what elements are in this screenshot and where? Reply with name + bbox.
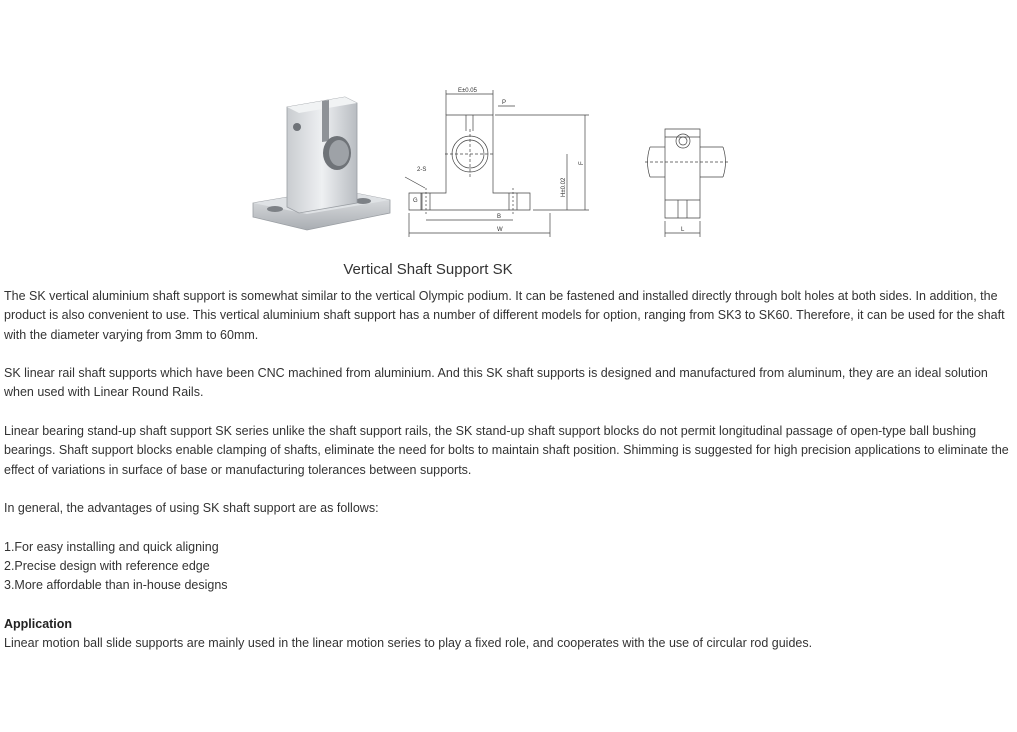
- list-item: 3.More affordable than in-house designs: [4, 578, 228, 593]
- paragraph-stand-up: Linear bearing stand-up shaft support SK series unlike the shaft support rails, the SK stand-up shaft support blocks do not permit longitudinal passage of open-type ball bushing bearings. Shaft support blocks enable clamping of shafts, eliminate the need for bolts to maintain shaft position. Shimming is suggested for high precision applications to eliminate the effect of variations in surface of base or manufacturing tolerances between supports.: [4, 424, 1009, 477]
- shaft-support-photo: [253, 97, 390, 230]
- advantages-list: [4, 538, 1014, 596]
- label-l: L: [681, 227, 685, 233]
- paragraph-advantages-intro: In general, the advantages of using SK shaft support are as follows:: [4, 501, 379, 516]
- paragraph-overview: The SK vertical aluminium shaft support is somewhat similar to the vertical Olympic podium. It can be fastened and installed directly through bolt holes at both sides. In addition, the product is also convenient to use. This vertical aluminium shaft support has a number of different models for option, ranging from SK3 to SK60. Therefore, it can be used for the shaft with the diameter varying from 3mm to 60mm.: [4, 289, 1005, 342]
- label-f: F: [579, 161, 585, 165]
- front-view-labels: [413, 88, 585, 233]
- side-view-drawing: [645, 129, 728, 237]
- label-e: E±0.05: [458, 88, 477, 94]
- product-figure: [245, 85, 735, 245]
- product-illustration: [245, 85, 735, 245]
- application-heading: Application: [4, 617, 73, 632]
- label-g: G: [413, 198, 418, 204]
- list-item: 2.Precise design with reference edge: [4, 559, 210, 574]
- label-p: P: [502, 100, 507, 106]
- description-body: [4, 287, 1014, 654]
- paragraph-cnc: SK linear rail shaft supports which have been CNC machined from aluminium. And this SK shaft supports is designed and manufactured from aluminum, they are an ideal solution when used with Linear Round Rails.: [4, 366, 988, 400]
- label-b: B: [497, 214, 502, 220]
- figure-caption: Vertical Shaft Support SK: [343, 261, 513, 278]
- label-s: 2-S: [417, 167, 427, 173]
- list-item: 1.For easy installing and quick aligning: [4, 539, 219, 554]
- label-h: H±0.02: [561, 177, 567, 197]
- label-w: W: [497, 227, 503, 233]
- application-text: Linear motion ball slide supports are mainly used in the linear motion series to play a fixed role, and cooperates with the use of circular rod guides.: [4, 636, 813, 651]
